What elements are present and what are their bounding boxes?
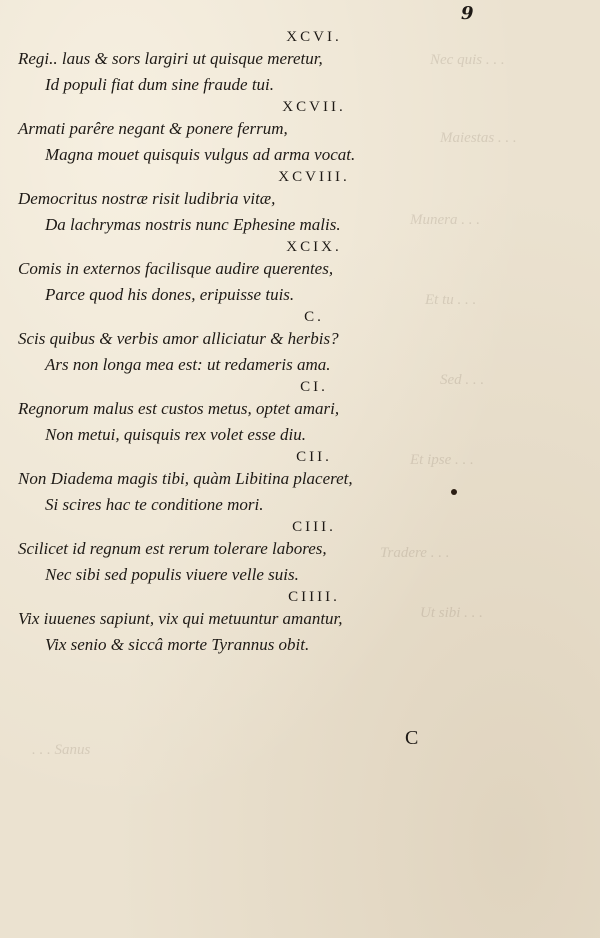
bleed-through-text: Nec quis . . . xyxy=(430,52,505,68)
epigram xyxy=(0,588,600,658)
verse-line: Vix iuuenes sapiunt, vix qui metuuntur amantur, xyxy=(18,609,343,628)
epigram xyxy=(0,448,600,518)
epigram xyxy=(0,28,600,98)
epigram xyxy=(0,238,600,308)
verse-line: Scilicet id regnum est rerum tolerare labores, xyxy=(18,539,327,558)
verse-line: Armati parêre negant & ponere ferrum, xyxy=(18,119,288,138)
epigram-numeral: CIIII. xyxy=(288,589,340,605)
bleed-through-text: Munera . . . xyxy=(410,212,480,228)
epigram-numeral: XCVIII. xyxy=(278,169,350,185)
bleed-through-text: . . . Sanus xyxy=(32,742,91,758)
epigram xyxy=(0,168,600,238)
bleed-through-text: Et ipse . . . xyxy=(410,452,474,468)
verse-line: Magna mouet quisquis vulgus ad arma vocat. xyxy=(45,145,356,164)
verse-line: Ars non longa mea est: ut redameris ama. xyxy=(45,355,331,374)
ink-blot xyxy=(451,489,457,495)
bleed-through-text: Maiestas . . . xyxy=(440,130,517,146)
verse-line: Democritus nostræ risit ludibria vitæ, xyxy=(18,189,276,208)
verse-line: Id populi fiat dum sine fraude tui. xyxy=(45,75,275,94)
epigram xyxy=(0,378,600,448)
epigram xyxy=(0,308,600,378)
verse-line: Scis quibus & verbis amor alliciatur & herbis? xyxy=(18,329,339,348)
epigram-numeral: XCIX. xyxy=(286,239,342,255)
epigram-numeral: XCVI. xyxy=(286,29,342,45)
signature-mark: C xyxy=(405,727,419,749)
verse-line: Parce quod his dones, eripuisse tuis. xyxy=(45,285,295,304)
epigram-numeral: CIII. xyxy=(292,519,336,535)
epigram-numeral: C. xyxy=(304,309,324,325)
epigram-numeral: CII. xyxy=(296,449,332,465)
bleed-through-text: Tradere . . . xyxy=(380,545,450,561)
verse-line: Si scires hac te conditione mori. xyxy=(45,495,264,514)
epigram-list xyxy=(0,28,600,658)
verse-line: Non Diadema magis tibi, quàm Libitina placeret, xyxy=(18,469,353,488)
epigram xyxy=(0,98,600,168)
epigram xyxy=(0,518,600,588)
bleed-through-text: Ut sibi . . . xyxy=(420,605,483,621)
verse-line: Non metui, quisquis rex volet esse diu. xyxy=(45,425,306,444)
epigram-numeral: XCVII. xyxy=(282,99,346,115)
verse-line: Vix senio & siccâ morte Tyrannus obit. xyxy=(45,635,310,654)
verse-line: Comis in externos facilisque audire querentes, xyxy=(18,259,334,278)
bleed-through-text: Sed . . . xyxy=(440,372,485,388)
verse-line: Regnorum malus est custos metus, optet amari, xyxy=(18,399,340,418)
epigram-numeral: CI. xyxy=(300,379,328,395)
verse-line: Regi.. laus & sors largiri ut quisque meretur, xyxy=(18,49,323,68)
page-number: 9 xyxy=(461,3,474,24)
verse-line: Nec sibi sed populis viuere velle suis. xyxy=(45,565,299,584)
verse-line: Da lachrymas nostris nunc Ephesine malis. xyxy=(45,215,341,234)
bleed-through-text: Et tu . . . xyxy=(425,292,477,308)
